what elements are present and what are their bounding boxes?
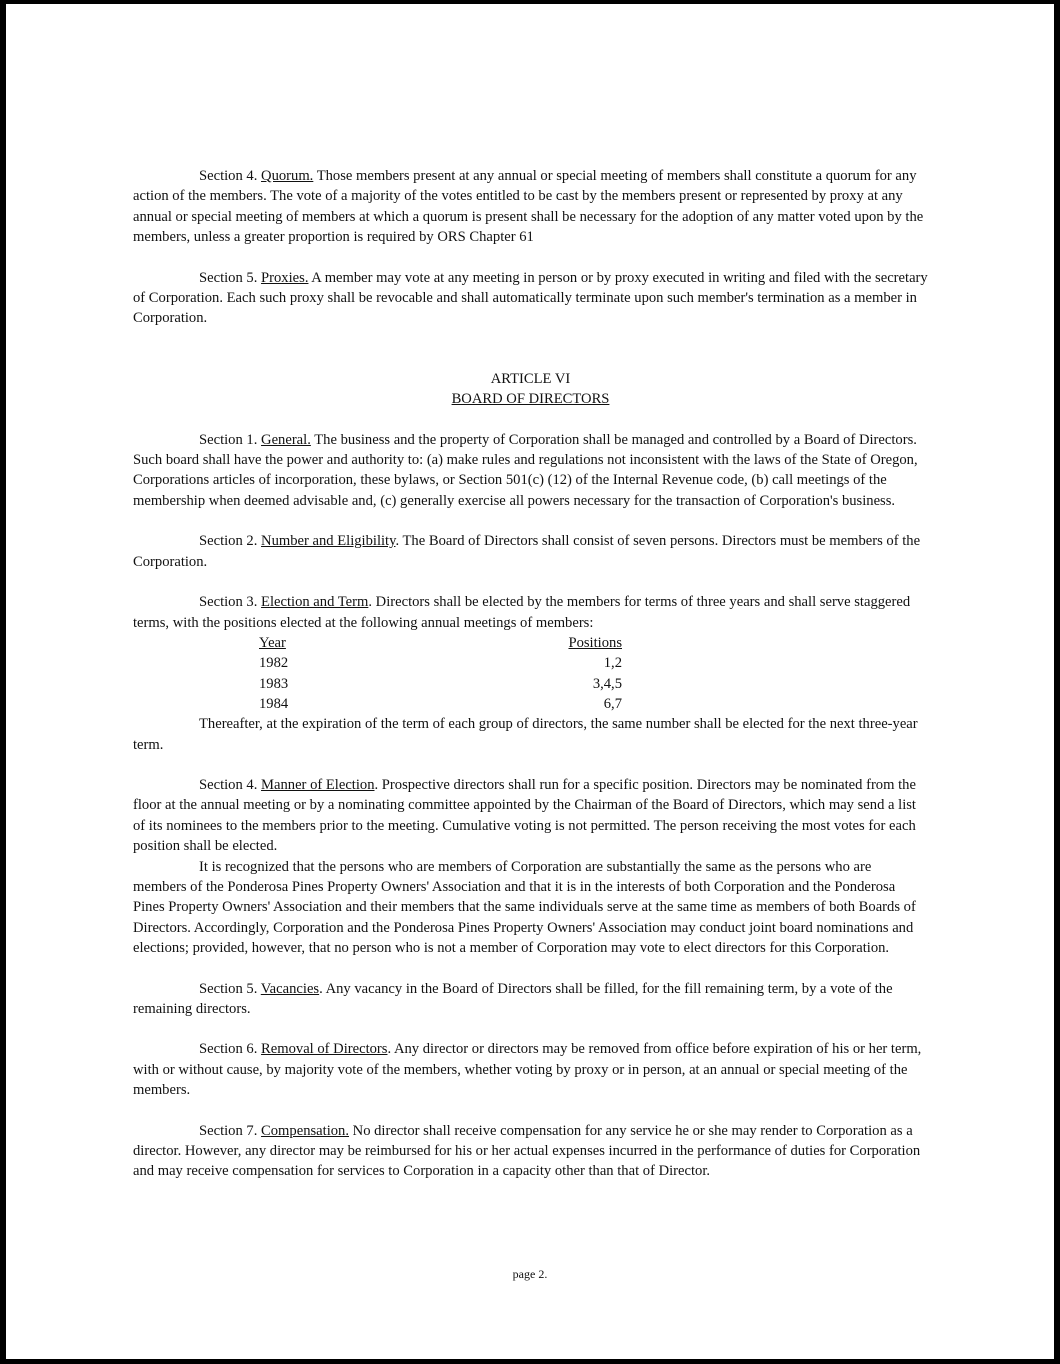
section-title: Quorum. bbox=[261, 168, 314, 184]
article-v-section-4: Section 4. Quorum. Those members present at any annual or special meeting of members shall constitute a quorum for any action of the members. The vote of a majority of the votes entitled to be cast by the members present or represented by proxy at any annual or special meeting of members at which a quorum is present shall be necessary for the adoption of any matter voted upon by the members, unless a greater proportion is required by ORS Chapter 61 bbox=[133, 168, 924, 246]
document-body bbox=[133, 166, 928, 1182]
section-title: Removal of Directors bbox=[261, 1041, 388, 1058]
article-vi-section-3: Section 3. Election and Term. Directors shall be elected by the members for terms of three years and shall serve staggered terms, with the positions elected at the following annual meetings of members: bbox=[133, 594, 911, 631]
table-cell-positions: 6,7 bbox=[603, 695, 622, 712]
column-header-year: Year bbox=[259, 634, 286, 651]
table-cell-year: 1982 bbox=[259, 655, 289, 672]
article-v-section-5: Section 5. Proxies. A member may vote at any meeting in person or by proxy executed in writing and filed with the secretary of Corporation. Each such proxy shall be revocable and shall automatically terminate upon such member's termination as a member in Corporation. bbox=[133, 269, 928, 327]
page-number: page 2. bbox=[512, 1267, 548, 1281]
election-term-table bbox=[133, 633, 928, 714]
article-vi-section-7: Section 7. Compensation. No director shall receive compensation for any service he or she may render to Corporation as a director. However, any director may be reimbursed for his or her actual expenses incurred in the performance of duties for Corporation and may receive compensation for services to Corporation in a capacity other than that of Director. bbox=[133, 1122, 921, 1180]
article-number: ARTICLE VI bbox=[490, 370, 571, 387]
article-vi-section-4-paragraph-2: It is recognized that the persons who are members of Corporation are substantially the same as the persons who are members of the Ponderosa Pines Property Owners' Association and that it is in the interests of both Corporation and the Ponderosa Pines Property Owners' Association and their members that the same individuals serve at the same time as members of both Boards of Directors. Accordingly, Corporation and the Ponderosa Pines Property Owners' Association may conduct joint board nominations and elections; provided, however, that no person who is not a member of Corporation may vote to elect directors for this Corporation. bbox=[133, 858, 916, 957]
table-cell-year: 1983 bbox=[259, 675, 289, 692]
article-vi-section-6: Section 6. Removal of Directors. Any director or directors may be removed from office before expiration of his or her term, with or without cause, by majority vote of the members, whether voting by proxy or in person, at an annual or special meeting of the members. bbox=[133, 1041, 922, 1099]
section-title: Election and Term bbox=[261, 594, 369, 611]
section-title: Vacancies bbox=[260, 980, 320, 997]
column-header-positions: Positions bbox=[568, 634, 622, 651]
section-title: Compensation. bbox=[261, 1122, 349, 1139]
section-title: Manner of Election bbox=[261, 776, 375, 793]
article-vi-section-4: Section 4. Manner of Election. Prospective directors shall run for a specific position. Directors may be nominated from the floor at the annual meeting or by a nominating committee appointed by the Chairman of the Board of Directors, which may send a list of its nominees to the members prior to the meeting. Cumulative voting is not permitted. The person receiving the most votes for each position shall be elected. bbox=[133, 776, 916, 855]
table-row bbox=[133, 674, 928, 694]
table-cell-positions: 1,2 bbox=[603, 655, 622, 672]
section-title: Proxies. bbox=[261, 269, 309, 286]
article-vi-section-1: Section 1. General. The business and the property of Corporation shall be managed and controlled by a Board of Directors. Such board shall have the power and authority to: (a) make rules and regulations not inconsistent with the laws of the State of Oregon, Corporations articles of incorporation, these bylaws, or Section 501(c) (12) of the Internal Revenue code, (b) call meetings of the membership when deemed advisable and, (c) generally exercise all powers necessary for the transaction of Corporation's business. bbox=[133, 431, 918, 509]
scan-border-right bbox=[1054, 0, 1060, 1364]
article-title: BOARD OF DIRECTORS bbox=[451, 391, 610, 408]
table-header-row bbox=[133, 633, 928, 653]
article-vi-section-3-continued: Thereafter, at the expiration of the term of each group of directors, the same number shall be elected for the next three-year term. bbox=[133, 716, 918, 753]
table-cell-positions: 3,4,5 bbox=[592, 675, 622, 692]
scan-border-bottom bbox=[0, 1359, 1060, 1364]
scan-border-top bbox=[0, 0, 1060, 4]
article-vi-section-5: Section 5. Vacancies. Any vacancy in the Board of Directors shall be filled, for the fill remaining term, by a vote of the remaining directors. bbox=[133, 980, 893, 1017]
scan-border-left bbox=[0, 0, 6, 1364]
table-row bbox=[133, 694, 928, 714]
section-title: General. bbox=[261, 431, 311, 448]
article-vi-section-2: Section 2. Number and Eligibility. The Board of Directors shall consist of seven persons. Directors must be members of the Corporation. bbox=[133, 533, 921, 570]
section-title: Number and Eligibility bbox=[261, 533, 396, 550]
table-row bbox=[133, 653, 928, 673]
table-cell-year: 1984 bbox=[259, 695, 289, 712]
